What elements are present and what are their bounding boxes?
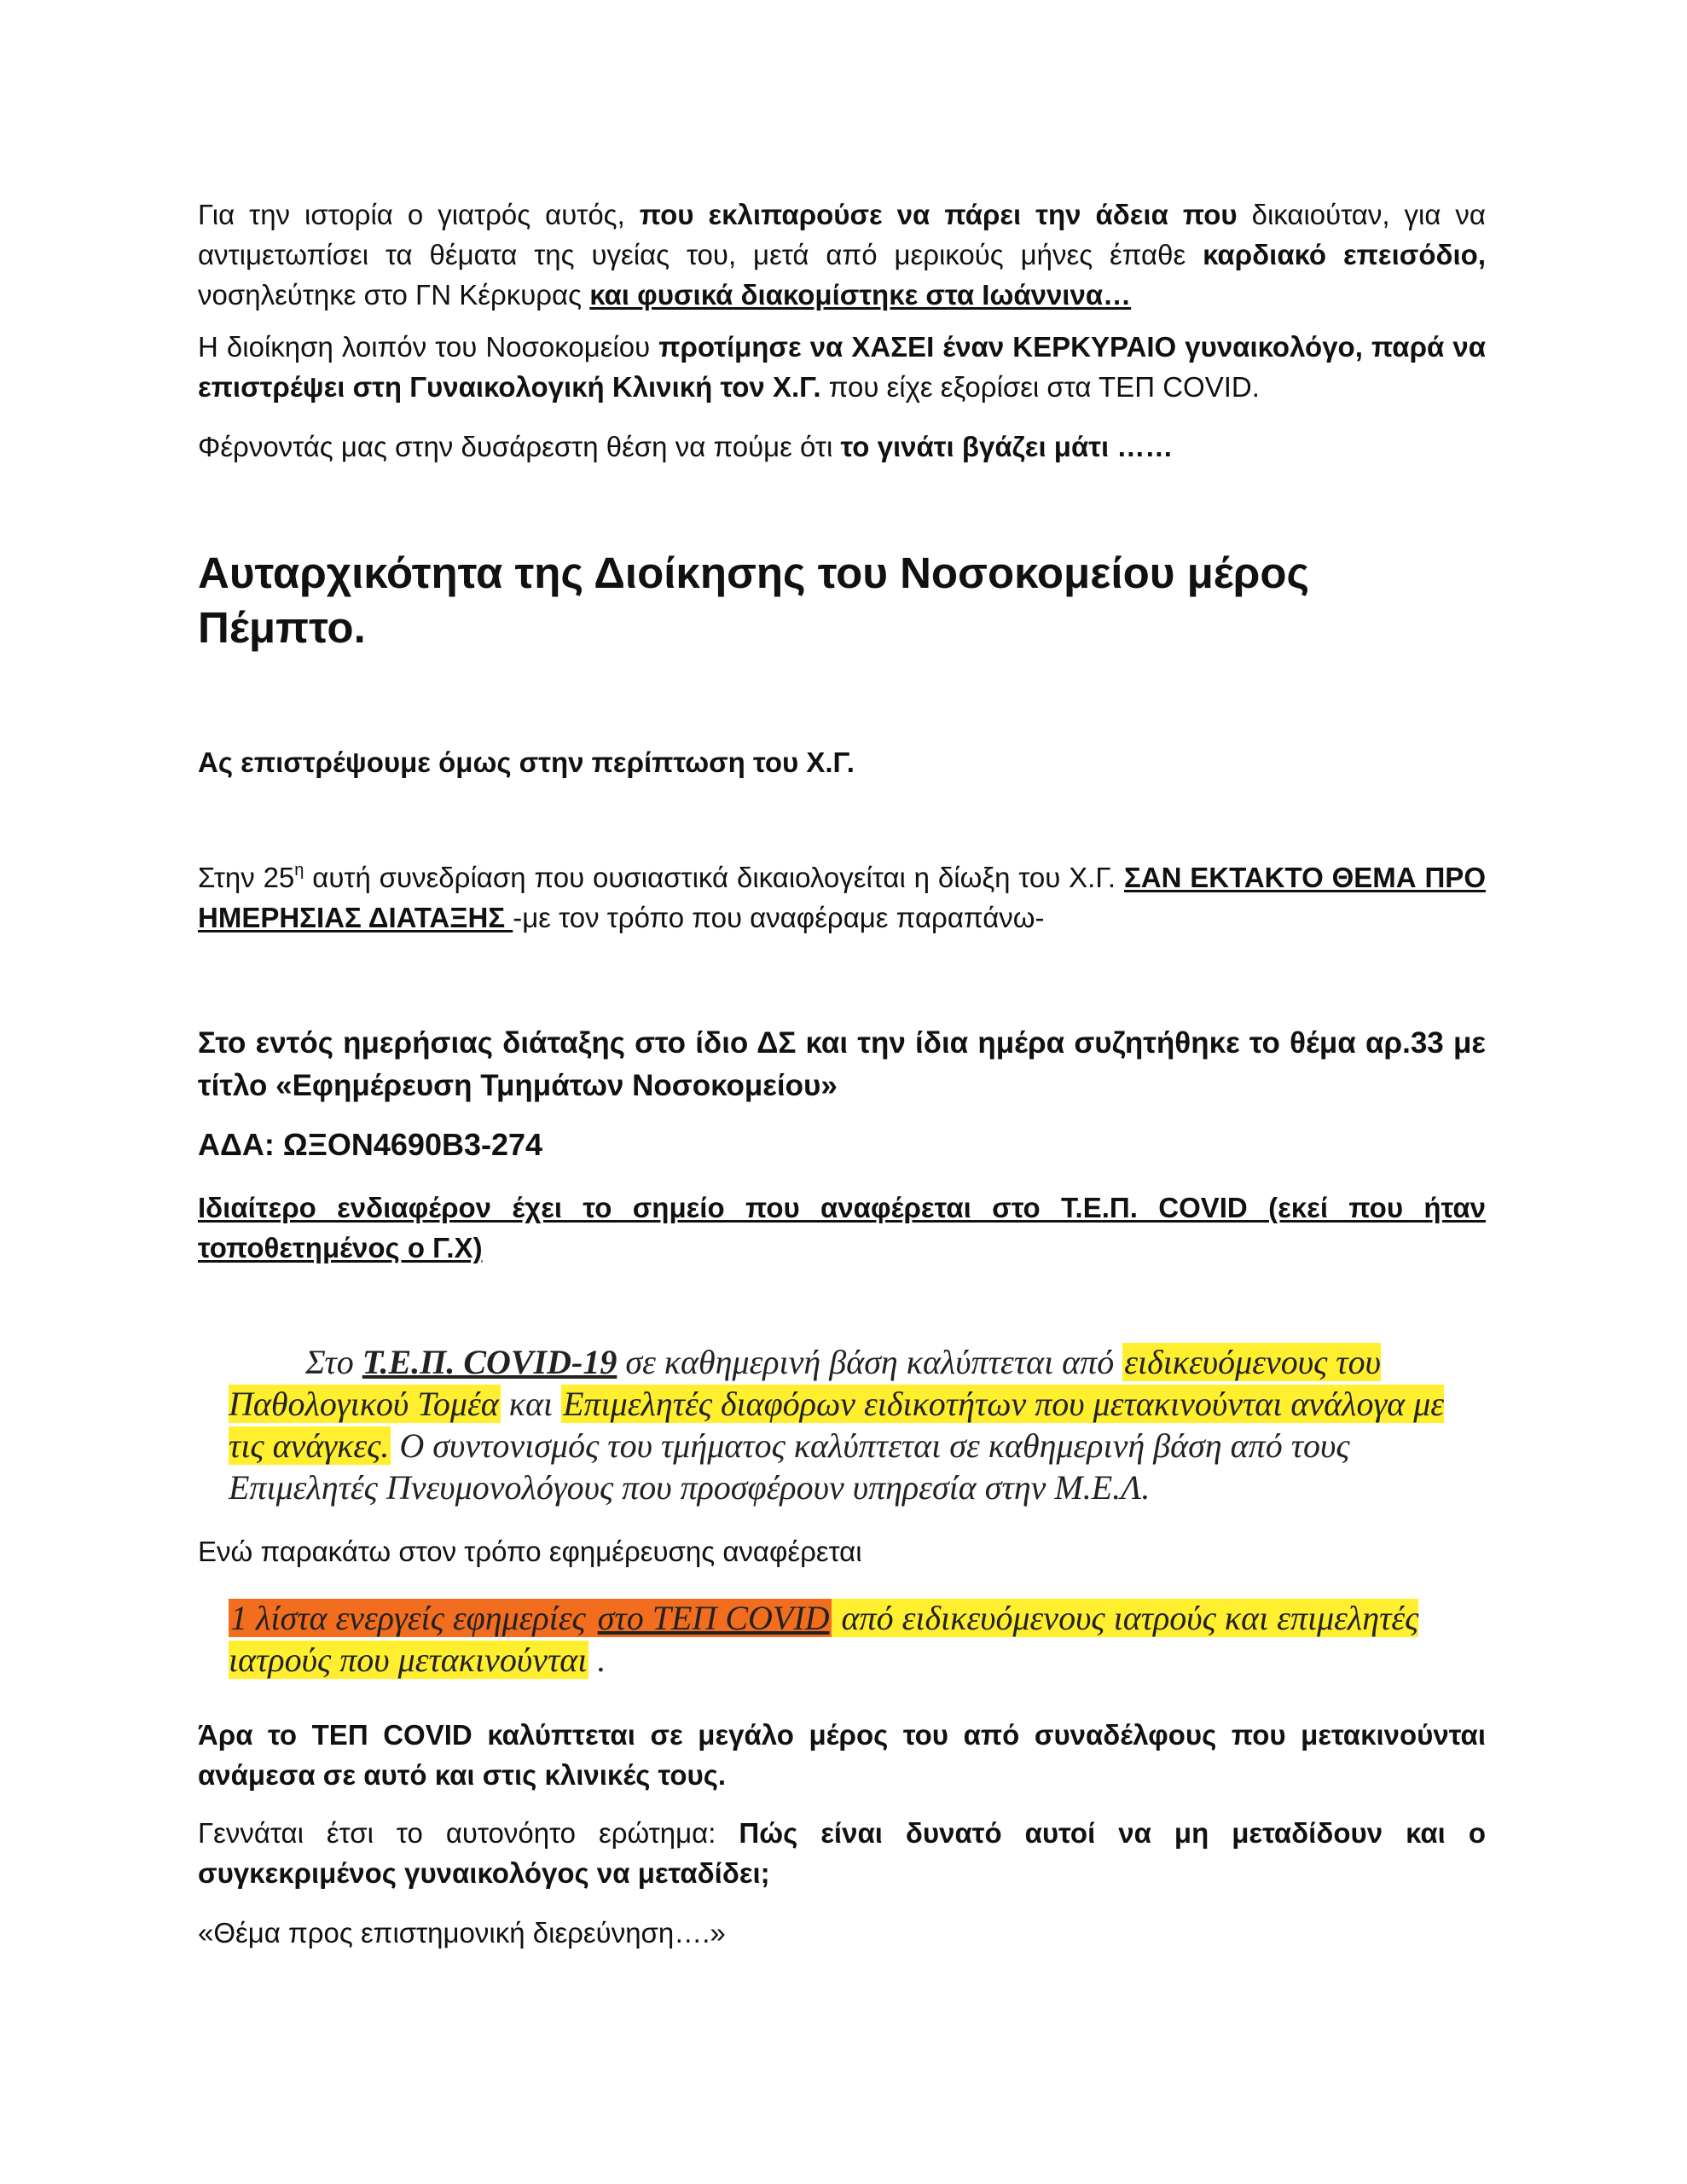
text: Ο συντονισμός του τμήματος καλύπτεται σε καθημερινή βάση από τους Επιμελητές Πνευμονολόγους που προσφέρουν υπηρεσία στην Μ.Ε.Λ. [229,1426,1350,1507]
bold-text: Ας επιστρέψουμε όμως στην περίπτωση του Χ.Γ. [198,746,855,778]
bold-text: Άρα το ΤΕΠ COVID καλύπτεται σε μεγάλο μέρος του από συναδέλφους που μετακινούνται ανάμεσα σε αυτό και στις κλινικές τους. [198,1719,1486,1791]
ada-reference [198,1124,1486,1165]
text: που είχε εξορίσει στα ΤΕΠ COVID. [820,371,1260,403]
ada-code: ΑΔΑ: ΩΞΟΝ4690Β3-274 [198,1127,543,1162]
text: νοσηλεύτηκε στο ΓΝ Κέρκυρας [198,279,590,311]
text: «Θέμα προς επιστημονική διερεύνηση….» [198,1917,726,1949]
quoted-excerpt-coverage [229,1341,1482,1508]
bold-underlined-text: ΣΑΝ ΕΚΤΑΚΤΟ ΘΕΜΑ ΠΡΟ ΗΜΕΡΗΣΙΑΣ ΔΙΑΤΑΞΗΣ [198,862,1486,933]
paragraph-doctor-history [198,195,1486,315]
bold-text: που εκλιπαρούσε να πάρει την άδεια που [639,199,1238,230]
text: -με τον τρόπο που αναφέραμε παραπάνω- [513,902,1045,933]
bold-text: καρδιακό επεισόδιο, [1203,239,1486,270]
text: Φέρνοντάς μας στην δυσάρεστη θέση να πούμε ότι [198,431,841,462]
text: Για την ιστορία ο γιατρός αυτός, [198,199,640,230]
paragraph-special-interest [198,1188,1486,1268]
highlighted-text: από ειδικευόμενους ιατρούς και επιμελητές ιατρούς που μετακινούνται [229,1599,1419,1679]
paragraph-closing-quote [198,1913,1486,1953]
text: Ενώ παρακάτω στον τρόπο εφημέρευσης αναφέρεται [198,1536,862,1567]
paragraph-session [198,857,1486,938]
superscript: η [294,861,304,880]
highlighted-text-orange: 1 λίστα ενεργείς εφημερίες [230,1599,594,1637]
bold-text: Πώς είναι δυνατό αυτοί να μη μεταδίδουν και ο συγκεκριμένος γυναικολόγος να μεταδίδει; [198,1817,1486,1889]
paragraph-administration [198,327,1486,407]
paragraph-shift-method [198,1531,1486,1571]
highlighted-underlined-text: στο ΤΕΠ COVID [597,1599,830,1637]
bold-text: Στο εντός ημερήσιας διάταξης στο ίδιο ΔΣ και την ίδια ημέρα συζητήθηκε το θέμα αρ.33 με τίτλο «Εφημέρευση Τμημάτων Νοσοκομείου» [198,1026,1486,1102]
quoted-excerpt-shift-list [229,1597,1474,1681]
highlighted-text: ειδικευόμενους του Παθολογικού Τομέα [229,1343,1381,1423]
section-heading [198,546,1409,655]
text: . [588,1641,606,1679]
paragraph-conclusion [198,427,1486,467]
text: Γεννάται έτσι το αυτονόητο ερώτημα: [198,1817,739,1849]
highlighted-text: Επιμελητές διαφόρων ειδικοτήτων που μετακινούνται ανάλογα με τις ανάγκες. [229,1385,1445,1465]
text: Στην 25 [198,862,295,893]
text: δικαιούταν, για να αντιμετωπίσει τα θέματα της υγείας του, μετά από μερικούς μήνες έπαθε [198,199,1486,270]
text: αυτή συνεδρίαση που ουσιαστικά δικαιολογείται η δίωξη του Χ.Γ. [304,862,1124,893]
paragraph-question [198,1813,1486,1893]
bold-underlined-text: Ιδιαίτερο ενδιαφέρον έχει το σημείο που αναφέρεται στο Τ.Ε.Π. COVID (εκεί που ήταν τοποθετημένος ο Γ.Χ) [198,1192,1486,1263]
text: και [500,1385,562,1423]
text: σε καθημερινή βάση καλύπτεται από [617,1343,1123,1381]
text: Στο [305,1343,362,1381]
bold-text: προτίμησε να ΧΑΣΕΙ έναν ΚΕΡΚΥΡΑΙΟ γυναικολόγο, παρά να επιστρέψει στη Γυναικολογική Κλινική τον Χ.Γ. [198,331,1486,403]
bold-text: το γινάτι βγάζει μάτι …… [840,431,1174,462]
text: Η διοίκηση λοιπόν του Νοσοκομείου [198,331,659,363]
paragraph-agenda-item [198,1022,1486,1107]
paragraph-coverage-conclusion [198,1715,1486,1795]
paragraph-return-case [198,742,1486,782]
bold-underlined-text: και φυσικά διακομίστηκε στα Ιωάννινα… [589,279,1132,311]
page-title: Αυταρχικότητα της Διοίκησης του Νοσοκομείου μέρος Πέμπτο. [198,549,1310,652]
excerpt-underlined-term: Τ.Ε.Π. COVID-19 [362,1343,617,1381]
